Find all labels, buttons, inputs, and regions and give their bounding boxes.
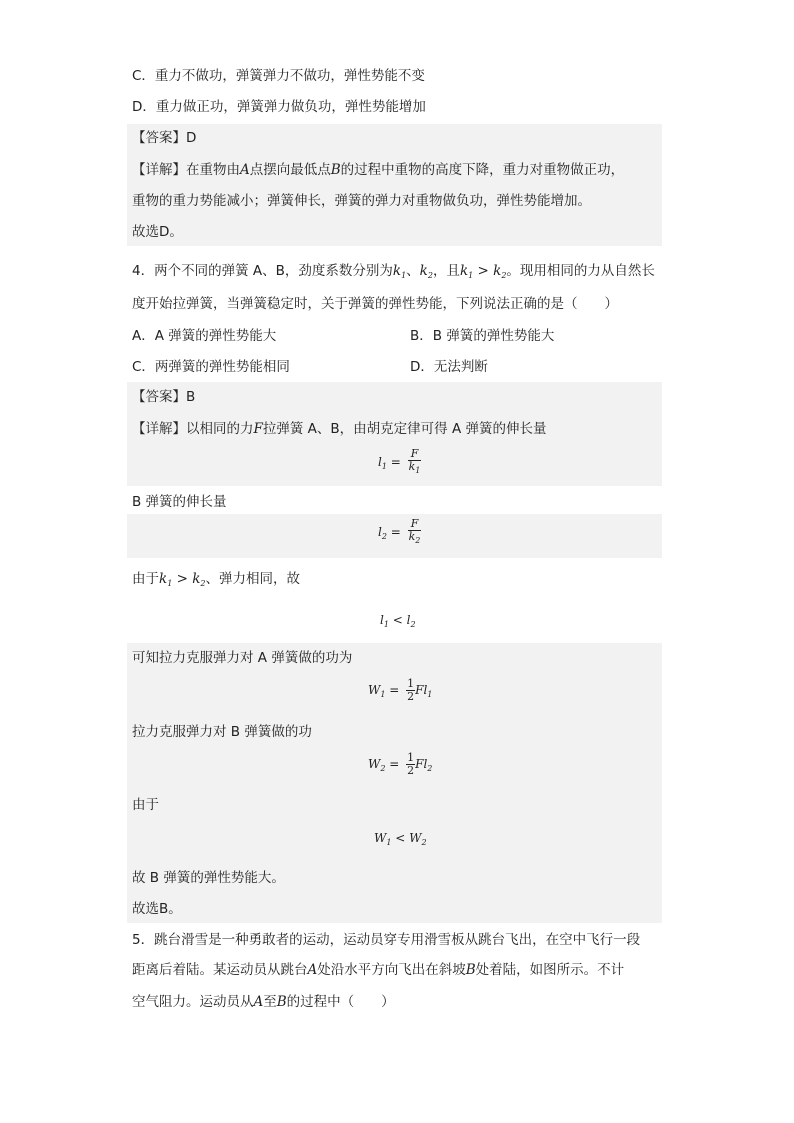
select-q4: 故选B。 bbox=[132, 901, 182, 917]
answer-q3: 【答案】D bbox=[132, 130, 197, 146]
question-5-line1: 5．跳台滑雪是一种勇敢者的运动，运动员穿专用滑雪板从跳台飞出，在空中飞行一段 bbox=[132, 932, 641, 948]
detail-q3-line2: 重物的重力势能减小；弹簧伸长，弹簧的弹力对重物做负功，弹性势能增加。 bbox=[132, 193, 591, 209]
work-a-label: 可知拉力克服弹力对 A 弹簧做的功为 bbox=[132, 650, 353, 666]
equation-l1: $l_1$ = $\frac{F}{k_1}$ bbox=[378, 447, 421, 475]
option-d-q4: D．无法判断 bbox=[410, 359, 488, 375]
equation-w2: $W_2$ = $\frac{1}{2}$ $Fl_2$ bbox=[368, 751, 433, 777]
answer-q4: 【答案】B bbox=[132, 389, 196, 405]
option-b-q4: B．B 弹簧的弹性势能大 bbox=[410, 328, 555, 344]
equation-w1: $W_1$ = $\frac{1}{2}$ $Fl_1$ bbox=[368, 677, 433, 703]
equation-l2: $l_2$ = $\frac{F}{k_2}$ bbox=[378, 517, 421, 545]
answer-block-3 bbox=[127, 124, 662, 246]
option-c-q3: C．重力不做功，弹簧弹力不做功，弹性势能不变 bbox=[132, 68, 425, 84]
option-c-q4: C．两弹簧的弹性势能相同 bbox=[132, 359, 290, 375]
option-d-q3: D．重力做正功，弹簧弹力做负功，弹性势能增加 bbox=[132, 99, 426, 115]
since-line1: 由于$k_1 > k_2$、弹力相同，故 bbox=[132, 571, 300, 588]
conclusion-q4: 故 B 弹簧的弹性势能大。 bbox=[132, 870, 285, 886]
question-4-line2: 度开始拉弹簧，当弹簧稳定时，关于弹簧的弹性势能，下列说法正确的是（ ） bbox=[132, 296, 618, 312]
question-5-line2: 距离后着陆。某运动员从跳台A处沿水平方向飞出在斜坡B处着陆，如图所示。不计 bbox=[132, 962, 625, 978]
b-stretch-label: B 弹簧的伸长量 bbox=[132, 494, 227, 510]
work-b-label: 拉力克服弹力对 B 弹簧做的功 bbox=[132, 724, 312, 740]
inequality-w: $W_1 < W_2$ bbox=[374, 831, 427, 847]
detail-q4-line1: 【详解】以相同的力F拉弹簧 A、B，由胡克定律可得 A 弹簧的伸长量 bbox=[132, 421, 547, 437]
inequality-l: $l_1 < l_2$ bbox=[380, 613, 416, 629]
select-q3: 故选D。 bbox=[132, 224, 183, 240]
question-4-line1: 4．两个不同的弹簧 A、B，劲度系数分别为$k_1$、$k_2$，且$k_1 > k_2$。现用相同的力从自然长 bbox=[132, 263, 655, 280]
detail-q3-line1: 【详解】在重物由A点摆向最低点B的过程中重物的高度下降，重力对重物做正功， bbox=[132, 162, 625, 178]
question-5-line3: 空气阻力。运动员从A至B的过程中（ ） bbox=[132, 994, 395, 1010]
option-a-q4: A．A 弹簧的弹性势能大 bbox=[132, 328, 277, 344]
since-line2: 由于 bbox=[132, 797, 159, 813]
